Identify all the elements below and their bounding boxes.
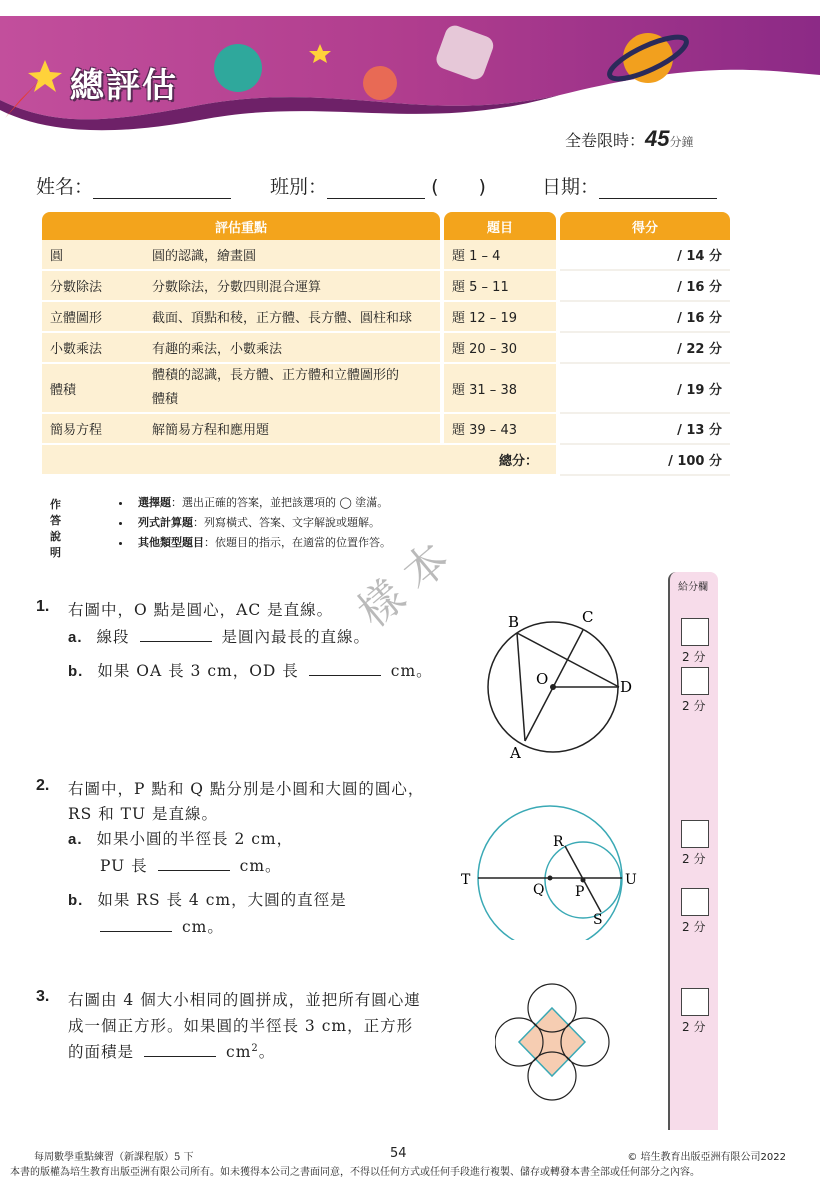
- table-row: [42, 414, 730, 445]
- page-title: 總評估: [70, 66, 178, 106]
- question-text: 成一個正方形。如果圓的半徑長 3 cm，正方形: [68, 1017, 414, 1035]
- date-label: 日期：: [542, 176, 600, 198]
- score-column: [668, 572, 718, 1130]
- questions: 題 5 – 11: [444, 271, 556, 302]
- score-box[interactable]: [681, 618, 709, 646]
- total-score: / 100 分: [560, 445, 730, 476]
- label-s: S: [593, 912, 603, 928]
- time-limit: [565, 126, 694, 152]
- superscript: 2: [251, 1042, 259, 1054]
- answer-blank[interactable]: [144, 1056, 216, 1057]
- part-label: a.: [68, 629, 83, 646]
- name-field[interactable]: [36, 172, 231, 199]
- question-number: 2.: [36, 777, 50, 794]
- topic: 小數乘法: [42, 333, 144, 364]
- copyright-notice: 本書的版權為培生教育出版亞洲有限公司所有。如未獲得本公司之書面同意，不得以任何方式或任何手段進行複製、儲存或轉發本書全部或任何部分之內容。: [10, 1167, 700, 1178]
- paren: (: [431, 176, 439, 198]
- part-label: a.: [68, 831, 83, 848]
- instructions-label: 作答說明: [50, 498, 61, 559]
- circle-figure-q2: [455, 800, 655, 940]
- score: / 16 分: [560, 302, 730, 333]
- question-text: 右圖由 4 個大小相同的圓拼成，並把所有圓心連: [68, 991, 421, 1009]
- instruction-type: 選擇題: [138, 496, 171, 509]
- paren: ): [478, 176, 486, 198]
- instruction-text: ：列寫橫式、答案、文字解說或題解。: [193, 516, 380, 529]
- instruction-text: ：依題目的指示，在適當的位置作答。: [204, 536, 391, 549]
- header-score: 得分: [560, 212, 730, 240]
- assessment-table: [42, 212, 730, 476]
- question-part: [68, 827, 293, 849]
- table-row: [42, 333, 730, 364]
- question-text: 右圖中，O 點是圓心，AC 是直線。: [68, 601, 334, 619]
- name-label: 姓名：: [36, 176, 94, 198]
- page-number: 54: [390, 1146, 407, 1161]
- label-t: T: [461, 872, 471, 888]
- score-points: 2 分: [682, 1020, 706, 1034]
- header-focus: 評估重點: [42, 212, 440, 240]
- score-points: 2 分: [682, 650, 706, 664]
- score: / 16 分: [560, 271, 730, 302]
- instruction-type: 列式計算題: [138, 516, 193, 529]
- topic: 體積: [42, 364, 144, 414]
- part-text: 線段: [96, 628, 130, 646]
- sample-watermark: 樣 本: [348, 533, 460, 638]
- topic: 立體圖形: [42, 302, 144, 333]
- instruction-item: [132, 514, 532, 534]
- score-box[interactable]: [681, 888, 709, 916]
- score-column-title: 給分欄: [678, 582, 708, 593]
- answer-blank[interactable]: [158, 870, 230, 871]
- planet-icon: [214, 44, 262, 92]
- time-limit-unit: 分鐘: [669, 135, 694, 149]
- part-text: cm。: [239, 857, 282, 875]
- question-part: [100, 854, 282, 876]
- topic: 簡易方程: [42, 414, 144, 445]
- part-text: 是圓內最長的直線。: [221, 628, 371, 646]
- question-part: [68, 625, 370, 647]
- label-p: P: [575, 884, 585, 900]
- question-part: [68, 659, 433, 681]
- question-number: 1.: [36, 598, 50, 615]
- part-text: 。: [258, 1043, 276, 1061]
- questions: 題 31 – 38: [444, 364, 556, 414]
- answer-blank[interactable]: [309, 675, 381, 676]
- label-a: A: [510, 744, 521, 762]
- planet-icon: [363, 66, 397, 100]
- desc: 有趣的乘法，小數乘法: [144, 333, 440, 364]
- score-points: 2 分: [682, 920, 706, 934]
- score-points: 2 分: [682, 699, 706, 713]
- score-box[interactable]: [681, 820, 709, 848]
- question-text: RS 和 TU 是直線。: [68, 805, 218, 823]
- part-text: PU 長: [100, 857, 148, 875]
- score-box[interactable]: [681, 667, 709, 695]
- desc: 解簡易方程和應用題: [144, 414, 440, 445]
- question-number: 3.: [36, 988, 50, 1005]
- part-text: 如果小圓的半徑長 2 cm，: [96, 830, 294, 848]
- questions: 題 20 – 30: [444, 333, 556, 364]
- instruction-type: 其他類型題目: [138, 536, 204, 549]
- total-label: 總分：: [42, 445, 556, 476]
- label-d: D: [620, 678, 633, 696]
- copyright: © 培生教育出版亞洲有限公司2022: [627, 1152, 786, 1163]
- instruction-text: ：選出正確的答案，並把該選項的 ◯ 塗滿。: [171, 496, 389, 509]
- part-text: 的面積是: [68, 1043, 135, 1061]
- date-field[interactable]: [542, 172, 717, 199]
- part-text: 如果 RS 長 4 cm，大圓的直徑是: [97, 891, 347, 909]
- answer-blank[interactable]: [140, 641, 212, 642]
- topic: 圓: [42, 240, 144, 271]
- part-text: cm: [226, 1043, 252, 1061]
- score: / 19 分: [560, 364, 730, 414]
- label-r: R: [553, 834, 564, 850]
- part-text: cm。: [182, 918, 224, 936]
- total-row: [42, 445, 730, 476]
- label-u: U: [625, 872, 637, 888]
- desc: 圓的認識，繪畫圓: [144, 240, 440, 271]
- part-label: b.: [68, 663, 84, 680]
- label-b: B: [508, 613, 520, 631]
- label-c: C: [582, 608, 594, 626]
- questions: 題 1 – 4: [444, 240, 556, 271]
- footer: [34, 1148, 786, 1163]
- table-row: [42, 302, 730, 333]
- score-box[interactable]: [681, 988, 709, 1016]
- four-circles-figure-q3: [495, 980, 615, 1105]
- desc: 分數除法，分數四則混合運算: [144, 271, 440, 302]
- questions: 題 12 – 19: [444, 302, 556, 333]
- score-points: 2 分: [682, 852, 706, 866]
- question-part: [68, 888, 347, 910]
- time-limit-label: 全卷限時：: [565, 131, 646, 150]
- table-row: [42, 240, 730, 271]
- table-row: [42, 364, 730, 414]
- label-q: Q: [533, 882, 545, 898]
- question-text: [68, 1040, 275, 1062]
- desc: 截面、頂點和稜，正方體、長方體、圓柱和球: [144, 302, 440, 333]
- desc: 體積的認識，長方體、正方體和立體圖形的體積: [144, 364, 440, 414]
- score: / 13 分: [560, 414, 730, 445]
- time-limit-value: 45: [645, 126, 670, 151]
- header-questions: 題目: [444, 212, 556, 240]
- questions: 題 39 – 43: [444, 414, 556, 445]
- part-text: cm。: [390, 662, 433, 680]
- class-label: 班別：: [270, 176, 328, 198]
- book-title: 每周數學重點練習（新課程版）5 下: [34, 1152, 194, 1163]
- instruction-item: [132, 494, 532, 514]
- score: / 22 分: [560, 333, 730, 364]
- part-text: 如果 OA 長 3 cm，OD 長: [97, 662, 299, 680]
- label-o: O: [536, 670, 549, 688]
- question-text: 右圖中，P 點和 Q 點分別是小圓和大圓的圓心，: [68, 780, 425, 798]
- instruction-item: [132, 534, 532, 554]
- part-label: b.: [68, 892, 84, 909]
- topic: 分數除法: [42, 271, 144, 302]
- table-row: [42, 271, 730, 302]
- score: / 14 分: [560, 240, 730, 271]
- answer-blank[interactable]: [100, 931, 172, 932]
- circle-figure-q1: [470, 600, 650, 770]
- class-field[interactable]: [270, 172, 486, 199]
- question-part: [100, 915, 224, 937]
